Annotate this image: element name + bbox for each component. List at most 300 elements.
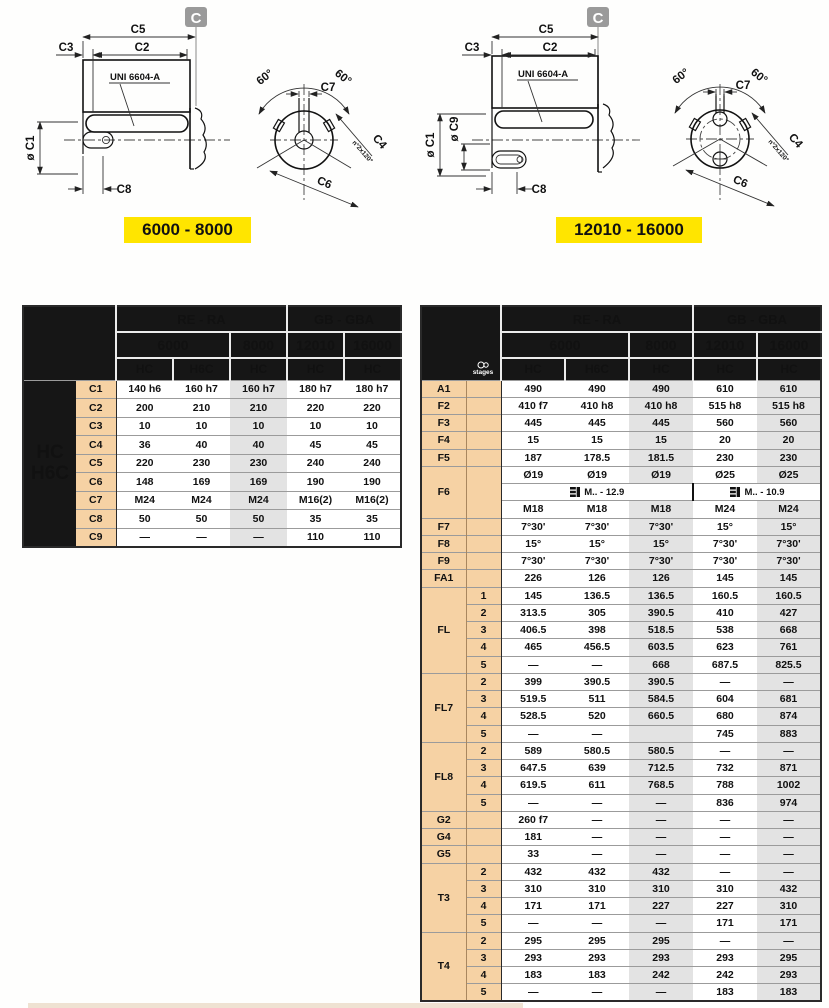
value-cell: 183 (501, 967, 565, 984)
table-row (421, 829, 821, 846)
value-cell: 240 (344, 454, 401, 473)
value-cell: M18 (565, 501, 629, 518)
table-row (421, 898, 821, 915)
value-cell: 7°30' (501, 553, 565, 570)
value-cell: — (565, 794, 629, 811)
table-row (23, 454, 401, 473)
dim-label-c1: ø C1 (425, 132, 437, 158)
value-cell: 490 (629, 380, 693, 397)
row-label: C4 (76, 436, 116, 455)
group-header: RE - RA (501, 306, 693, 332)
table-row (421, 656, 821, 673)
value-cell: 7°30' (629, 553, 693, 570)
value-cell: 183 (757, 984, 821, 1001)
value-cell: 293 (501, 949, 565, 966)
value-cell: 136.5 (565, 587, 629, 604)
table-row (421, 622, 821, 639)
value-cell: 10 (344, 417, 401, 436)
value-cell: — (173, 528, 230, 547)
value-cell: — (565, 846, 629, 863)
bolt-pattern-note: n°2x120° (350, 139, 374, 165)
stage-cell (466, 570, 501, 587)
value-cell: — (565, 811, 629, 828)
value-cell: 528.5 (501, 708, 565, 725)
value-cell: 456.5 (565, 639, 629, 656)
main-dimension-table (420, 305, 822, 1002)
table-row (421, 846, 821, 863)
stages-label: stages (472, 369, 494, 377)
value-cell: 260 f7 (501, 811, 565, 828)
dim-label-c7: C7 (735, 80, 751, 92)
stage-cell (466, 415, 501, 432)
value-cell: — (501, 915, 565, 932)
dim-label-c3: C3 (58, 42, 74, 54)
value-cell: — (565, 725, 629, 742)
value-cell: 210 (230, 399, 287, 418)
size-header: 8000 (629, 332, 693, 358)
value-cell: 220 (287, 399, 344, 418)
value-cell: — (693, 673, 757, 690)
table-row (421, 794, 821, 811)
dim-label-c7: C7 (320, 82, 336, 94)
value-cell: — (501, 794, 565, 811)
value-cell: 230 (230, 454, 287, 473)
value-cell: 681 (757, 691, 821, 708)
value-cell: 611 (565, 777, 629, 794)
table-row (421, 949, 821, 966)
row-label: F6 (421, 466, 466, 518)
value-cell: 230 (757, 449, 821, 466)
value-cell: 293 (693, 949, 757, 966)
value-cell: 589 (501, 742, 565, 759)
value-cell: 445 (501, 415, 565, 432)
value-cell: 580.5 (565, 742, 629, 759)
row-label: FL (421, 587, 466, 673)
dim-label-c1: ø C1 (25, 135, 37, 161)
row-label: C1 (76, 380, 116, 399)
value-cell: 515 h8 (757, 397, 821, 414)
row-label: T4 (421, 932, 466, 1001)
bolt-class-cell: M.. - 10.9 (693, 484, 821, 501)
value-cell: 432 (629, 863, 693, 880)
dim-label-c8: C8 (531, 184, 547, 196)
row-label: F8 (421, 535, 466, 552)
value-cell: 227 (629, 898, 693, 915)
dim-label-c5: C5 (538, 24, 554, 36)
table-row (421, 725, 821, 742)
stage-cell (466, 829, 501, 846)
value-cell: 15° (565, 535, 629, 552)
value-cell: 183 (565, 967, 629, 984)
value-cell: Ø19 (629, 466, 693, 483)
table-row (421, 760, 821, 777)
stages-header (466, 358, 501, 380)
bolt-icon (729, 487, 741, 497)
value-cell: 465 (501, 639, 565, 656)
value-cell: 432 (565, 863, 629, 880)
value-cell: 445 (629, 415, 693, 432)
bolt-class-cell: M.. - 12.9 (501, 484, 693, 501)
value-cell: — (501, 656, 565, 673)
value-cell: M24 (116, 491, 173, 510)
stage-cell: 3 (466, 622, 501, 639)
stage-cell: 2 (466, 604, 501, 621)
section-badge (185, 7, 207, 106)
value-cell: 178.5 (565, 449, 629, 466)
row-label: F9 (421, 553, 466, 570)
value-cell: 171 (693, 915, 757, 932)
dim-label-c6: C6 (315, 174, 334, 192)
value-cell: 406.5 (501, 622, 565, 639)
row-label: C2 (76, 399, 116, 418)
value-cell: 7°30' (501, 518, 565, 535)
value-cell: 50 (173, 510, 230, 529)
stage-cell: 5 (466, 984, 501, 1001)
value-cell: — (230, 528, 287, 547)
value-cell: — (629, 811, 693, 828)
stage-cell (466, 518, 501, 535)
value-cell: 538 (693, 622, 757, 639)
hc-h6c-dimension-table (22, 305, 402, 548)
table-row (421, 863, 821, 880)
stage-cell: 2 (466, 673, 501, 690)
stage-cell (466, 397, 501, 414)
value-cell: — (757, 742, 821, 759)
range-caption-right: 12010 - 16000 (556, 217, 702, 243)
value-cell: 768.5 (629, 777, 693, 794)
value-cell: 7°30' (565, 553, 629, 570)
stage-cell: 4 (466, 777, 501, 794)
value-cell: 432 (757, 880, 821, 897)
value-cell: 45 (344, 436, 401, 455)
type-header: HC (693, 358, 757, 380)
value-cell: 210 (173, 399, 230, 418)
value-cell: — (501, 725, 565, 742)
value-cell: 230 (173, 454, 230, 473)
table-row (23, 417, 401, 436)
value-cell: — (757, 829, 821, 846)
value-cell: 883 (757, 725, 821, 742)
value-cell: 126 (565, 570, 629, 587)
table-row (421, 570, 821, 587)
stage-cell: 5 (466, 725, 501, 742)
stage-cell (466, 811, 501, 828)
table-row (421, 880, 821, 897)
size-header: 16000 (757, 332, 821, 358)
type-header: HC (230, 358, 287, 380)
value-cell: — (629, 794, 693, 811)
stage-cell (466, 466, 501, 518)
stage-cell: 4 (466, 967, 501, 984)
value-cell: 230 (693, 449, 757, 466)
value-cell: M18 (501, 501, 565, 518)
value-cell: M18 (629, 501, 693, 518)
value-cell: 610 (757, 380, 821, 397)
angle-label-left: 60° (670, 66, 692, 87)
value-cell: 490 (565, 380, 629, 397)
size-header: 6000 (501, 332, 629, 358)
value-cell: 126 (629, 570, 693, 587)
value-cell: 40 (230, 436, 287, 455)
value-cell: 668 (629, 656, 693, 673)
key-spec-label: UNI 6604-A (518, 69, 569, 80)
table-row (421, 432, 821, 449)
value-cell: 584.5 (629, 691, 693, 708)
type-header: H6C (173, 358, 230, 380)
value-cell: 874 (757, 708, 821, 725)
value-cell: 20 (757, 432, 821, 449)
size-header: 16000 (344, 332, 401, 358)
value-cell: 293 (629, 949, 693, 966)
dim-label-c2: C2 (134, 42, 150, 54)
stage-cell: 3 (466, 760, 501, 777)
value-cell: 310 (629, 880, 693, 897)
stage-cell (466, 380, 501, 397)
stage-cell: 4 (466, 708, 501, 725)
value-cell: 227 (693, 898, 757, 915)
value-cell: 180 h7 (344, 380, 401, 399)
value-cell: 15 (629, 432, 693, 449)
row-label: T3 (421, 863, 466, 932)
value-cell: 183 (693, 984, 757, 1001)
key-spec-label: UNI 6604-A (110, 72, 161, 83)
value-cell: 200 (116, 399, 173, 418)
table-row (421, 553, 821, 570)
table-row (421, 742, 821, 759)
row-label: C3 (76, 417, 116, 436)
value-cell: 761 (757, 639, 821, 656)
corner-cell (23, 306, 116, 380)
value-cell: — (693, 863, 757, 880)
stage-cell: 5 (466, 915, 501, 932)
value-cell: 7°30' (565, 518, 629, 535)
value-cell: 171 (565, 898, 629, 915)
stage-cell: 2 (466, 932, 501, 949)
value-cell: 36 (116, 436, 173, 455)
stage-cell (466, 535, 501, 552)
value-cell: 399 (501, 673, 565, 690)
value-cell: 35 (344, 510, 401, 529)
value-cell: 40 (173, 436, 230, 455)
table-row (421, 466, 821, 483)
stage-cell (466, 553, 501, 570)
value-cell: 160.5 (757, 587, 821, 604)
value-cell: 169 (173, 473, 230, 492)
row-label: FL7 (421, 673, 466, 742)
value-cell: 45 (287, 436, 344, 455)
value-cell: 410 h8 (565, 397, 629, 414)
type-header: HC (287, 358, 344, 380)
value-cell: 604 (693, 691, 757, 708)
stage-cell (466, 846, 501, 863)
value-cell: 10 (116, 417, 173, 436)
value-cell: — (757, 932, 821, 949)
value-cell: 313.5 (501, 604, 565, 621)
value-cell: — (629, 915, 693, 932)
stage-cell: 4 (466, 898, 501, 915)
row-label: G5 (421, 846, 466, 863)
row-label: F5 (421, 449, 466, 466)
stage-cell: 5 (466, 794, 501, 811)
value-cell: 390.5 (565, 673, 629, 690)
value-cell: 15° (693, 518, 757, 535)
value-cell: 140 h6 (116, 380, 173, 399)
value-cell: 732 (693, 760, 757, 777)
dim-label-c4: C4 (369, 132, 389, 152)
group-header: RE - RA (116, 306, 287, 332)
page-bottom-strip (28, 1003, 523, 1008)
table-row (421, 915, 821, 932)
stage-cell (466, 432, 501, 449)
value-cell: 145 (757, 570, 821, 587)
value-cell: 240 (287, 454, 344, 473)
table-row (421, 639, 821, 656)
value-cell: 35 (287, 510, 344, 529)
value-cell: 242 (629, 967, 693, 984)
value-cell: 398 (565, 622, 629, 639)
row-label: C8 (76, 510, 116, 529)
table-row (421, 397, 821, 414)
corner-cell (421, 358, 466, 380)
value-cell: — (757, 811, 821, 828)
value-cell: 10 (287, 417, 344, 436)
size-header: 6000 (116, 332, 230, 358)
row-label: FA1 (421, 570, 466, 587)
value-cell: — (565, 915, 629, 932)
type-header: HC (757, 358, 821, 380)
row-label: F3 (421, 415, 466, 432)
value-cell: 1002 (757, 777, 821, 794)
value-cell: 145 (501, 587, 565, 604)
value-cell: 310 (501, 880, 565, 897)
value-cell: 293 (757, 967, 821, 984)
value-cell: 15° (757, 518, 821, 535)
value-cell: 680 (693, 708, 757, 725)
value-cell: 145 (693, 570, 757, 587)
value-cell: 220 (344, 399, 401, 418)
stage-cell: 4 (466, 639, 501, 656)
table-row (421, 811, 821, 828)
group-header: GB - GBA (693, 306, 821, 332)
value-cell: — (565, 984, 629, 1001)
value-cell: 15° (501, 535, 565, 552)
value-cell: 560 (693, 415, 757, 432)
value-cell: 20 (693, 432, 757, 449)
value-cell: 668 (757, 622, 821, 639)
value-cell: 181 (501, 829, 565, 846)
value-cell: — (629, 846, 693, 863)
value-cell: 110 (344, 528, 401, 547)
value-cell: — (757, 673, 821, 690)
value-cell: 15° (629, 535, 693, 552)
value-cell: 180 h7 (287, 380, 344, 399)
value-cell: 623 (693, 639, 757, 656)
value-cell: 295 (565, 932, 629, 949)
table-row (421, 449, 821, 466)
value-cell: M16(2) (344, 491, 401, 510)
size-header: 12010 (693, 332, 757, 358)
value-cell: 50 (116, 510, 173, 529)
value-cell: 33 (501, 846, 565, 863)
type-header: HC (629, 358, 693, 380)
table-row (421, 380, 821, 397)
type-header: H6C (565, 358, 629, 380)
value-cell: — (693, 811, 757, 828)
row-label: C7 (76, 491, 116, 510)
value-cell: 687.5 (693, 656, 757, 673)
dim-label-c6: C6 (731, 173, 750, 191)
row-label: C6 (76, 473, 116, 492)
value-cell: — (565, 656, 629, 673)
table-row (421, 691, 821, 708)
value-cell: — (629, 829, 693, 846)
value-cell: 7°30' (693, 535, 757, 552)
value-cell: 871 (757, 760, 821, 777)
table-row (421, 932, 821, 949)
table-row (23, 380, 401, 399)
value-cell: 15 (501, 432, 565, 449)
value-cell: 242 (693, 967, 757, 984)
value-cell: 171 (501, 898, 565, 915)
table-row (421, 587, 821, 604)
value-cell: M24 (230, 491, 287, 510)
row-label: G4 (421, 829, 466, 846)
value-cell: 410 f7 (501, 397, 565, 414)
table-row (421, 415, 821, 432)
value-cell: 10 (230, 417, 287, 436)
value-cell: 712.5 (629, 760, 693, 777)
table-row (421, 673, 821, 690)
value-cell: 295 (629, 932, 693, 949)
value-cell: 169 (230, 473, 287, 492)
value-cell: 50 (230, 510, 287, 529)
table-row (421, 604, 821, 621)
stages-icon (477, 361, 489, 369)
bolt-pattern-note: n°2x120° (766, 138, 790, 164)
value-cell: 110 (287, 528, 344, 547)
corner-cell (421, 306, 501, 358)
value-cell: 660.5 (629, 708, 693, 725)
value-cell: — (565, 829, 629, 846)
value-cell: 160 h7 (230, 380, 287, 399)
value-cell: 190 (287, 473, 344, 492)
value-cell: 410 (693, 604, 757, 621)
type-header: HC (116, 358, 173, 380)
value-cell: 445 (565, 415, 629, 432)
badge-letter: C (592, 10, 604, 27)
angle-label-right: 60° (748, 66, 770, 87)
range-caption-left: 6000 - 8000 (124, 217, 251, 243)
row-label: F4 (421, 432, 466, 449)
value-cell: 226 (501, 570, 565, 587)
value-cell: 639 (565, 760, 629, 777)
row-label: G2 (421, 811, 466, 828)
value-cell: 295 (501, 932, 565, 949)
table-row (23, 510, 401, 529)
value-cell: 519.5 (501, 691, 565, 708)
table-row (421, 967, 821, 984)
value-cell: — (757, 846, 821, 863)
table-row (421, 777, 821, 794)
value-cell: M16(2) (287, 491, 344, 510)
value-cell: 432 (501, 863, 565, 880)
value-cell: 160 h7 (173, 380, 230, 399)
value-cell: 181.5 (629, 449, 693, 466)
value-cell: 788 (693, 777, 757, 794)
value-cell: 745 (693, 725, 757, 742)
value-cell: Ø19 (501, 466, 565, 483)
value-cell: 310 (693, 880, 757, 897)
